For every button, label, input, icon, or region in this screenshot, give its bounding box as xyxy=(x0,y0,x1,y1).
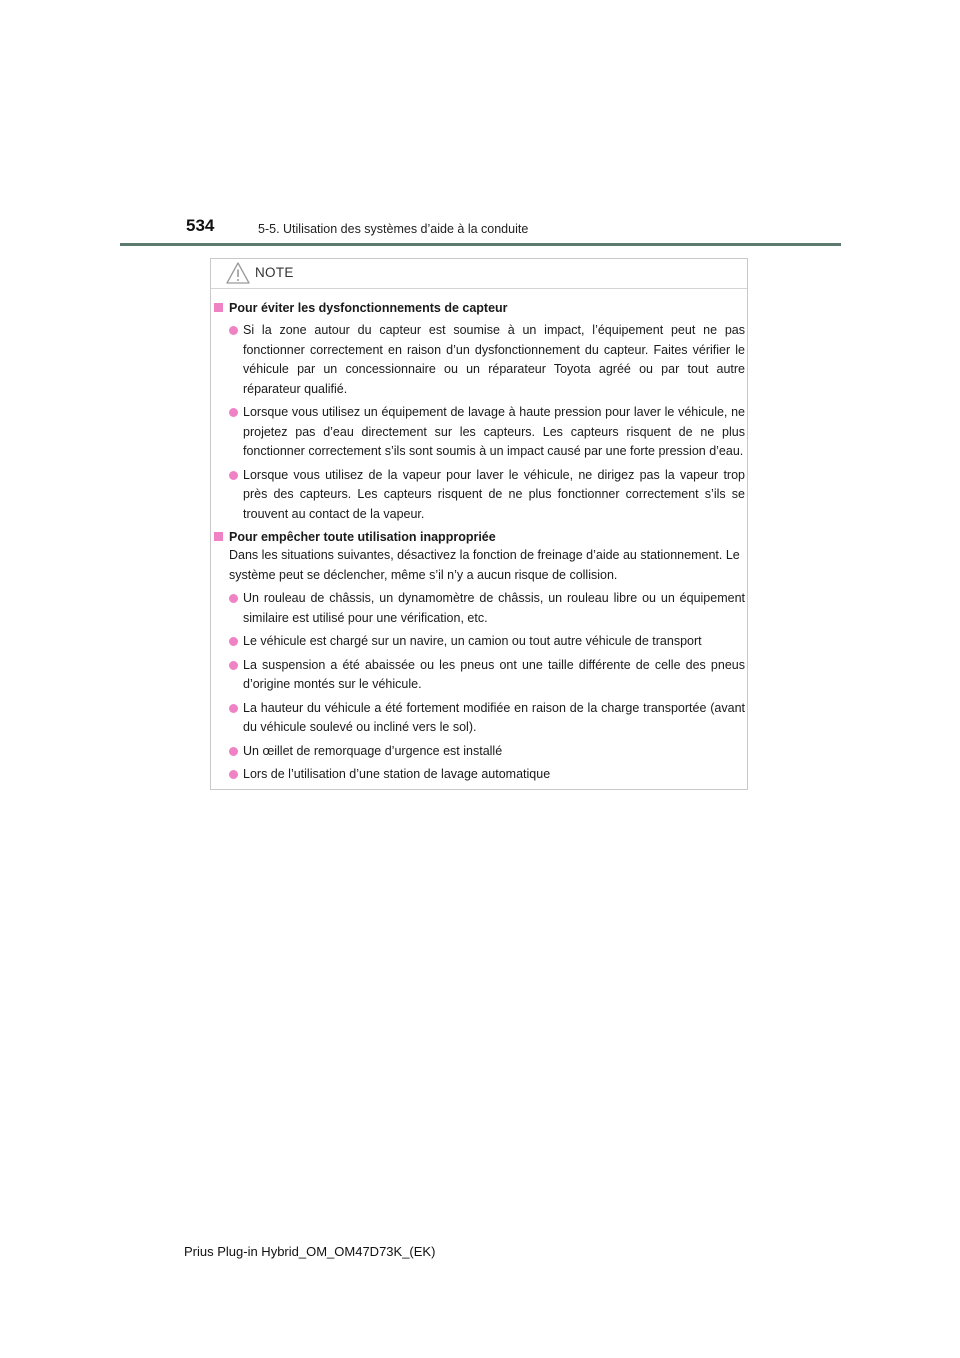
list-item: Si la zone autour du capteur est soumise à un impact, l’équipement peut ne pas fonctionner correctement en raison d’un dysfonctionnement du capteur. Faites vérifier le véhicule par un concessionnaire ou un réparateur Toyota agréé ou par tout autre réparateur qualifié. xyxy=(211,321,745,399)
header-rule xyxy=(120,243,841,246)
warning-icon xyxy=(225,261,251,285)
circle-bullet-icon xyxy=(229,408,238,417)
list-item: Le véhicule est chargé sur un navire, un camion ou tout autre véhicule de transport xyxy=(211,632,745,652)
list-item: Lorsque vous utilisez de la vapeur pour laver le véhicule, ne dirigez pas la vapeur trop près des capteurs. Les capteurs risquent de ne plus fonctionner correctement s’ils se trouvent au contact de la vapeur. xyxy=(211,466,745,525)
note-header xyxy=(211,259,747,289)
circle-bullet-icon xyxy=(229,326,238,335)
page-number: 534 xyxy=(186,216,215,235)
circle-bullet-icon xyxy=(229,747,238,756)
section-heading: Pour empêcher toute utilisation inappropriée xyxy=(211,528,744,546)
list-item: Lors de l’utilisation d’une station de lavage automatique xyxy=(211,765,745,785)
list-item: La hauteur du véhicule a été fortement modifiée en raison de la charge transportée (avant du véhicule soulevé ou incliné vers le sol). xyxy=(211,699,745,738)
circle-bullet-icon xyxy=(229,770,238,779)
square-bullet-icon xyxy=(214,303,223,312)
note-box xyxy=(210,258,748,790)
footer-model: Prius Plug-in Hybrid_OM_OM47D73K_(EK) xyxy=(184,1244,436,1259)
list-item: Un œillet de remorquage d’urgence est installé xyxy=(211,742,745,762)
note-body xyxy=(211,299,747,785)
circle-bullet-icon xyxy=(229,637,238,646)
note-label: NOTE xyxy=(255,265,294,280)
circle-bullet-icon xyxy=(229,471,238,480)
square-bullet-icon xyxy=(214,532,223,541)
circle-bullet-icon xyxy=(229,661,238,670)
list-item: La suspension a été abaissée ou les pneus ont une taille différente de celle des pneus d’origine montés sur le véhicule. xyxy=(211,656,745,695)
section-heading: Pour éviter les dysfonctionnements de capteur xyxy=(211,299,744,317)
section-title: 5-5. Utilisation des systèmes d’aide à la conduite xyxy=(258,222,529,236)
list-item: Lorsque vous utilisez un équipement de lavage à haute pression pour laver le véhicule, ne projetez pas d’eau directement sur les capteurs. Les capteurs risquent de ne plus fonctionner correctement s’ils sont soumis à un impact causé par une forte pression d’eau. xyxy=(211,403,745,462)
circle-bullet-icon xyxy=(229,704,238,713)
section-intro: Dans les situations suivantes, désactivez la fonction de freinage d’aide au stationnement. Le système peut se déclencher, même s’il n’y a aucun risque de collision. xyxy=(229,548,740,582)
circle-bullet-icon xyxy=(229,594,238,603)
list-item: Un rouleau de châssis, un dynamomètre de châssis, un rouleau libre ou un équipement similaire est utilisé pour une vérification, etc. xyxy=(211,589,745,628)
